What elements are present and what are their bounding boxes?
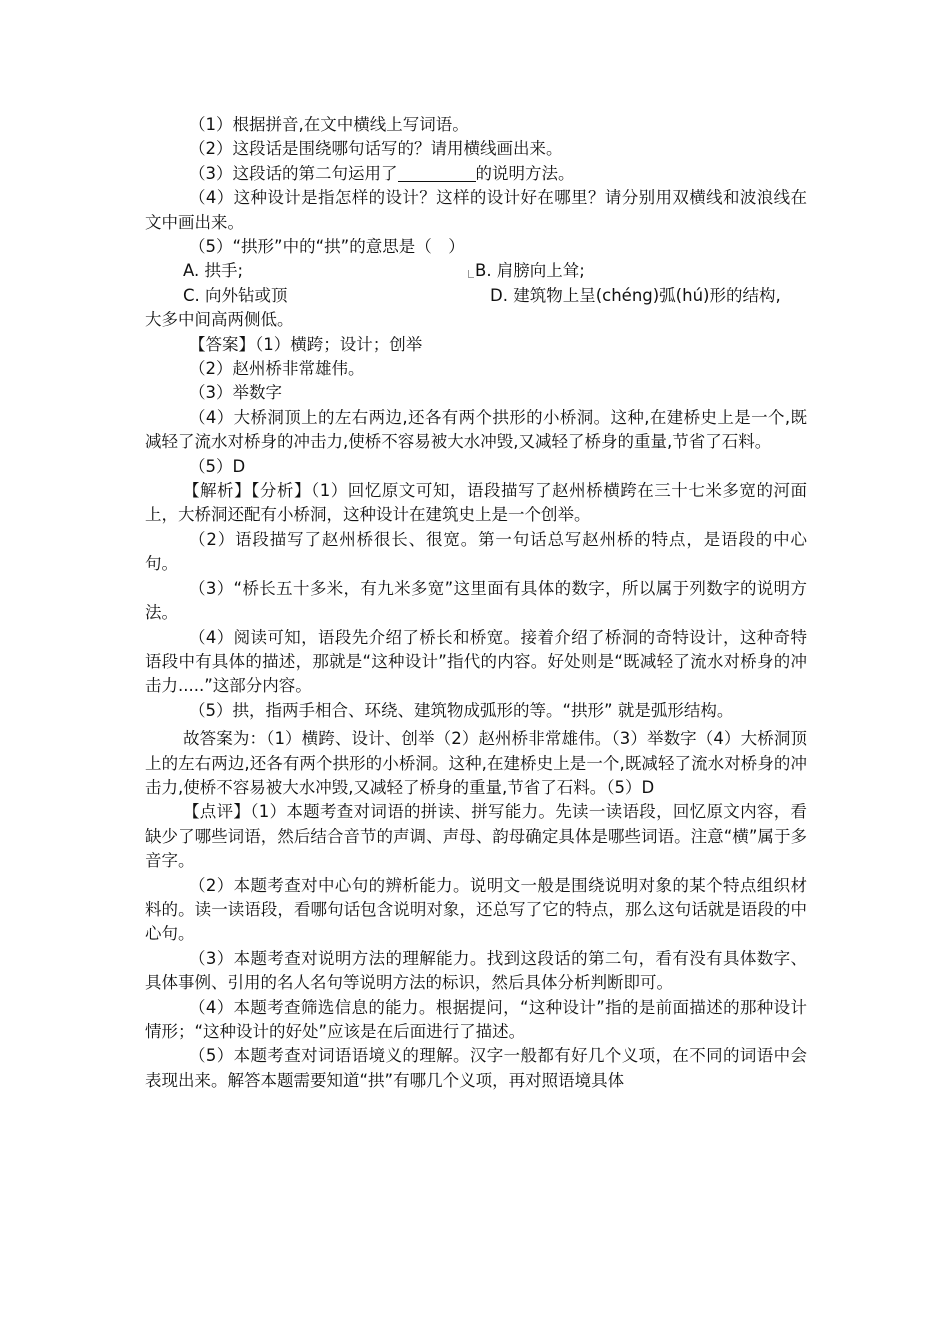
review-2: （2）本题考查对中心句的辨析能力。说明文一般是围绕说明对象的某个特点组织材料的。读一读语段，看哪句话包含说明对象，还总写了它的特点，那么这句话就是语段的中心句。: [145, 875, 807, 944]
answer-3: （3）举数字: [189, 383, 282, 403]
answer-2: （2）赵州桥非常雄伟。: [189, 359, 365, 379]
analysis-3: （3）“桥长五十多米，有九米多宽”这里面有具体的数字，所以属于列数字的说明方法。: [145, 578, 807, 623]
answer-blank: [398, 164, 476, 182]
option-d: D. 建筑物上呈(chéng)弧(hú)形的结构,: [490, 285, 781, 305]
answer-1: 【答案】（1）横跨；设计；创举: [189, 334, 423, 354]
document-body: [145, 113, 807, 1093]
answer-4: （4）大桥洞顶上的左右两边,还各有两个拱形的小桥洞。这种,在建桥史上是一个,既减轻了流水对桥身的冲击力,使桥不容易被大水冲毁,又减轻了桥身的重量,节省了石料。: [145, 407, 807, 452]
analysis-4: （4）阅读可知，语段先介绍了桥长和桥宽。接着介绍了桥洞的奇特设计，这种奇特语段中有具体的描述，那就是“这种设计”指代的内容。好处则是“既减轻了流水对桥身的冲击力.....”这部分内容。: [145, 627, 807, 696]
answer-5: （5）D: [189, 456, 246, 476]
option-d-continued: 大多中间高两侧低。: [145, 310, 294, 330]
option-b: B. 肩膀向上耸;: [468, 259, 585, 283]
analysis-1: 【解析】【分析】（1）回忆原文可知，语段描写了赵州桥横跨在三十七米多宽的河面上，大桥洞还配有小桥洞，这种设计在建筑史上是一个创举。: [145, 481, 807, 525]
anchor-mark-icon: [468, 270, 474, 278]
option-a: A. 拱手;: [183, 261, 244, 281]
question-3-before: （3）这段话的第二句运用了: [189, 163, 398, 183]
question-1: （1）根据拼音,在文中横线上写词语。: [189, 115, 469, 134]
option-c: C. 向外钻或顶: [183, 285, 288, 305]
question-3: [145, 162, 807, 186]
question-4: （4）这种设计是指怎样的设计？这样的设计好在哪里？请分别用双横线和波浪线在文中画出来。: [145, 188, 807, 232]
options-row-2: [145, 284, 807, 308]
review-1: 【点评】（1）本题考查对词语的拼读、拼写能力。先读一读语段，回忆原文内容，看缺少了哪些词语，然后结合音节的声调、声母、韵母确定具体是哪些词语。注意“横”属于多音字。: [145, 802, 807, 871]
final-answer: 故答案为：（1）横跨、设计、创举（2）赵州桥非常雄伟。（3）举数字（4）大桥洞顶上的左右两边,还各有两个拱形的小桥洞。这种,在建桥史上是一个,既减轻了流水对桥身的冲击力,使桥不容易被大水冲毁,又减轻了桥身的重量,节省了石料。（5）D: [145, 729, 807, 797]
analysis-5: （5）拱，指两手相合、环绕、建筑物成弧形的等。“拱形” 就是弧形结构。: [189, 700, 734, 720]
options-row-1: [145, 259, 807, 283]
analysis-2: （2）语段描写了赵州桥很长、很宽。第一句话总写赵州桥的特点，是语段的中心句。: [145, 529, 807, 574]
question-5: （5）“拱形”中的“拱”的意思是（ ）: [189, 237, 465, 257]
review-3: （3）本题考查对说明方法的理解能力。找到这段话的第二句，看有没有具体数字、具体事例、引用的名人名句等说明方法的标识，然后具体分析判断即可。: [145, 948, 807, 993]
question-3-after: 的说明方法。: [475, 163, 575, 183]
question-2: （2）这段话是围绕哪句话写的？请用横线画出来。: [189, 139, 563, 159]
review-4: （4）本题考查筛选信息的能力。根据提问，“这种设计”指的是前面描述的那种设计情形；“这种设计的好处”应该是在后面进行了描述。: [145, 997, 807, 1041]
review-5: （5）本题考查对词语语境义的理解。汉字一般都有好几个义项，在不同的词语中会表现出来。解答本题需要知道“拱”有哪几个义项，再对照语境具体: [145, 1046, 807, 1090]
